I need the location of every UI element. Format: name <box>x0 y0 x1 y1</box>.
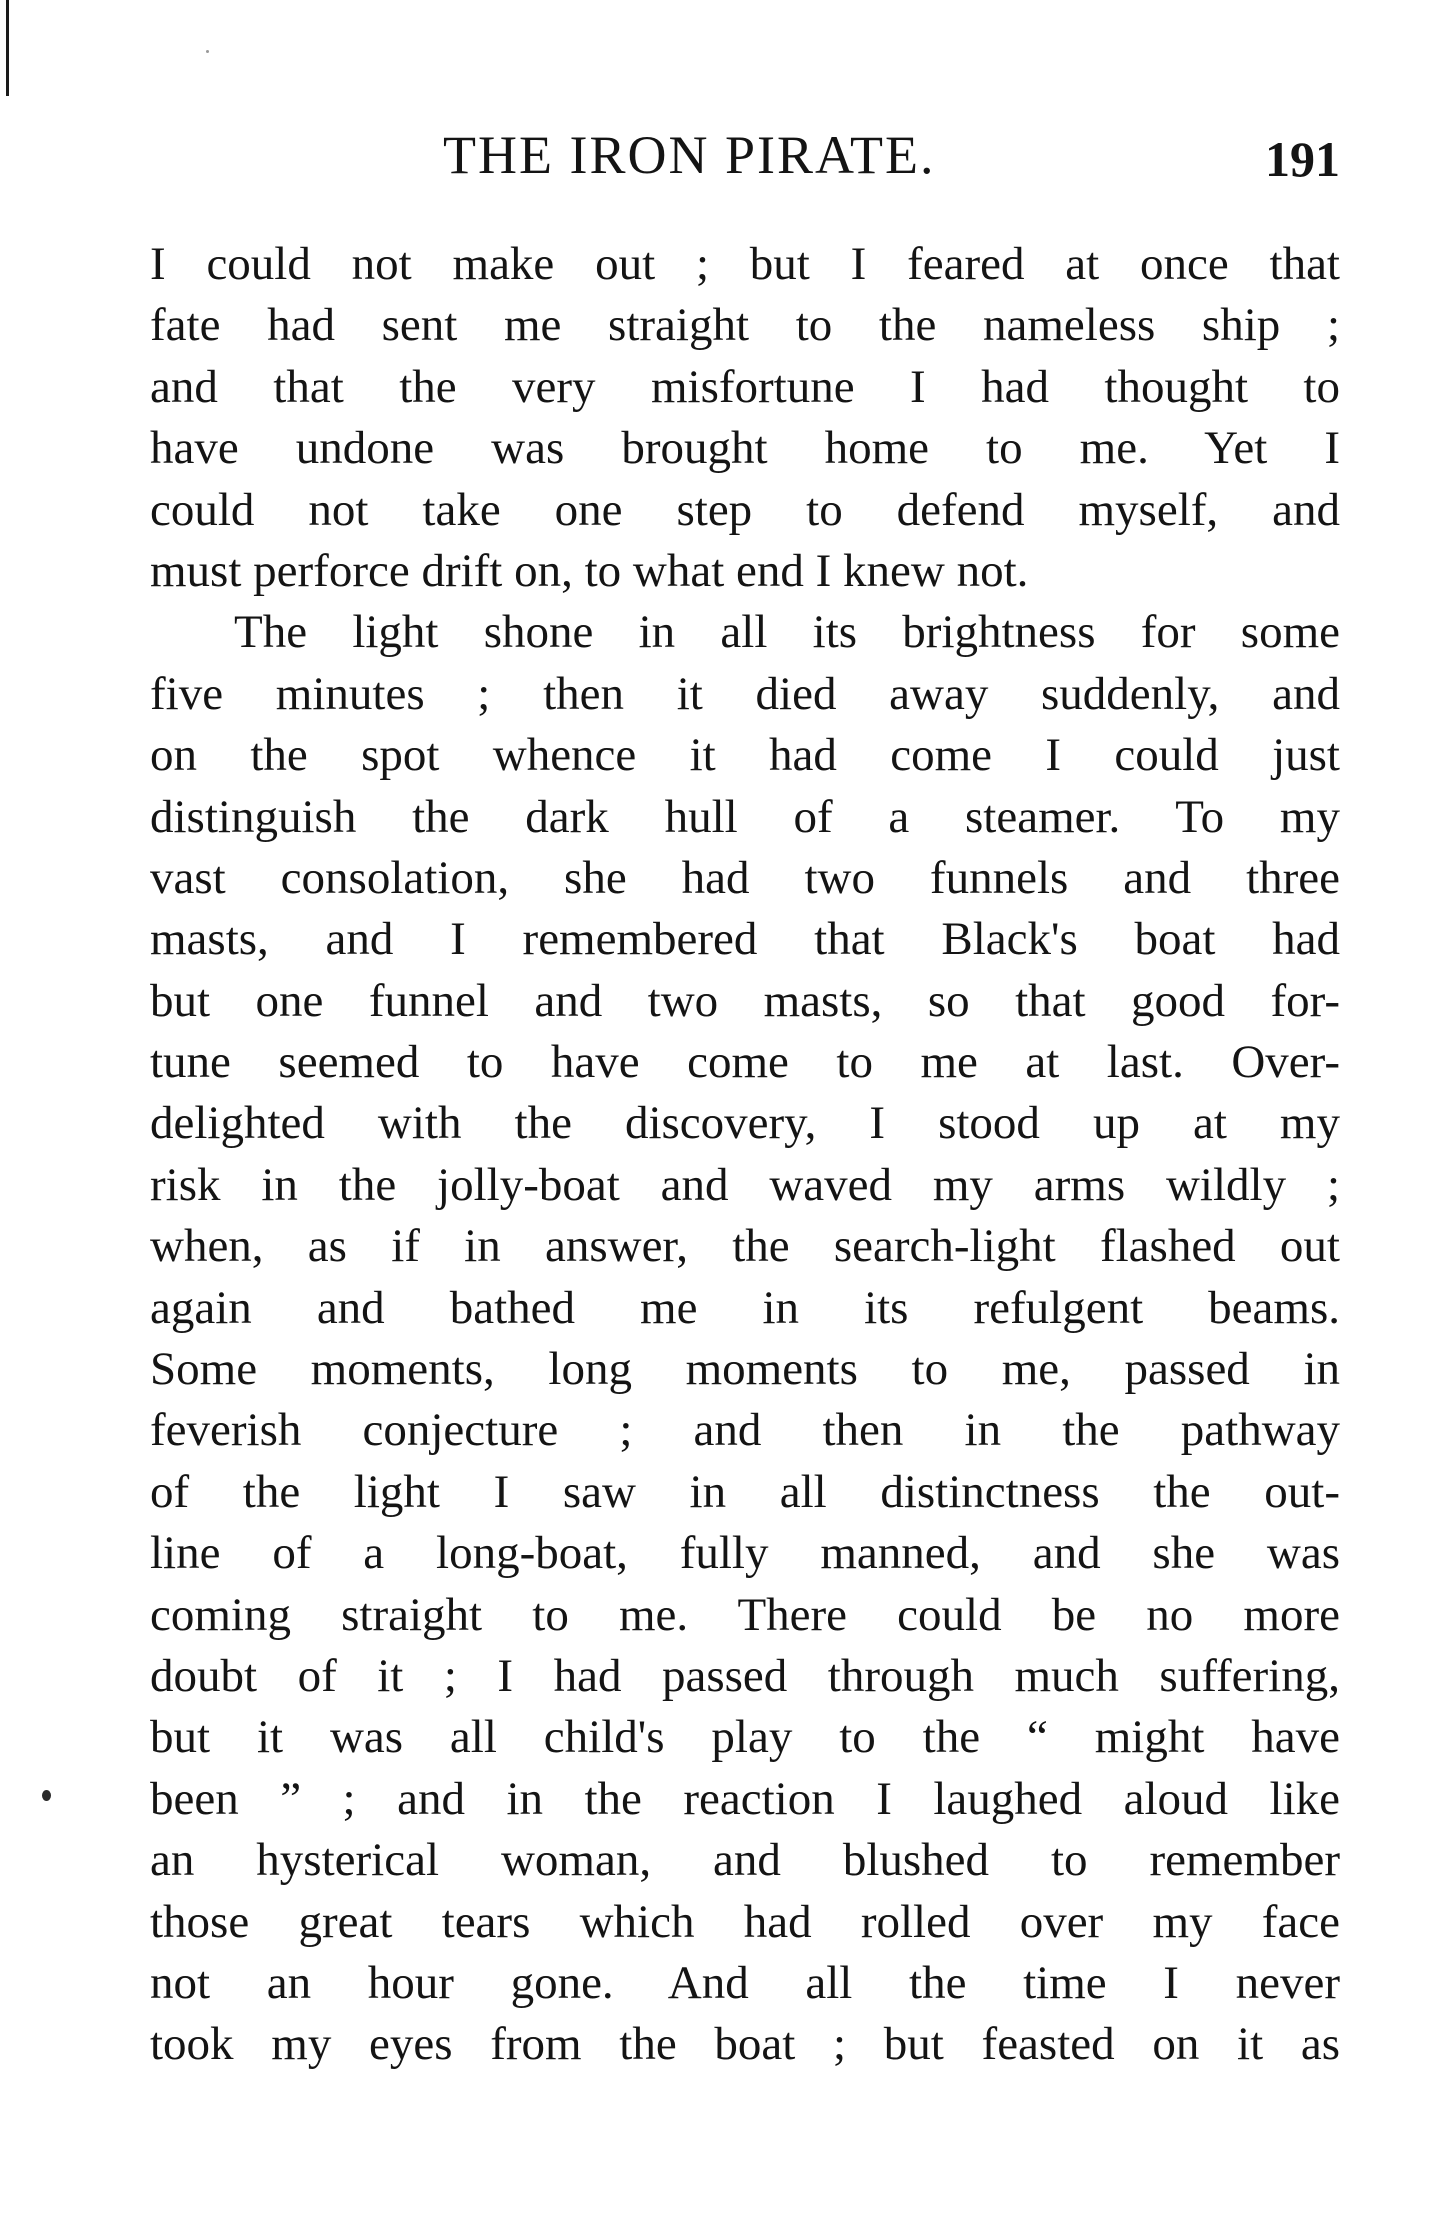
text-line: have undone was brought home to me. Yet I <box>150 422 1340 475</box>
text-line: and that the very misfortune I had thought to <box>150 360 1340 413</box>
running-title: THE IRON PIRATE. <box>443 125 936 185</box>
text-line: masts, and I remembered that Black's boat had <box>150 913 1340 966</box>
text-line: but one funnel and two masts, so that good for- <box>150 974 1340 1027</box>
paper-speck <box>206 50 209 53</box>
text-line: again and bathed me in its refulgent beams. <box>150 1281 1340 1334</box>
binding-edge-rule <box>6 0 9 96</box>
text-line: those great tears which had rolled over my face <box>150 1895 1340 1948</box>
text-line: when, as if in answer, the search-light flashed out <box>150 1220 1340 1273</box>
text-line: fate had sent me straight to the nameless ship ; <box>150 299 1340 352</box>
text-line: doubt of it ; I had passed through much suffering, <box>150 1649 1340 1702</box>
margin-ink-dot <box>42 1790 51 1801</box>
text-line: risk in the jolly-boat and waved my arms wildly ; <box>150 1158 1340 1211</box>
text-line: distinguish the dark hull of a steamer. To my <box>150 790 1340 843</box>
text-line: but it was all child's play to the “ might have <box>150 1711 1340 1764</box>
text-line: The light shone in all its brightness for some <box>234 606 1340 659</box>
text-line: coming straight to me. There could be no more <box>150 1588 1340 1641</box>
body-text <box>150 234 1340 2076</box>
text-line: not an hour gone. And all the time I never <box>150 1956 1340 2009</box>
page-header <box>150 122 1340 188</box>
text-line: took my eyes from the boat ; but feasted on it as <box>150 2018 1340 2071</box>
text-line: on the spot whence it had come I could just <box>150 729 1340 782</box>
text-line: tune seemed to have come to me at last. Over- <box>150 1036 1340 1089</box>
text-line: feverish conjecture ; and then in the pathway <box>150 1404 1340 1457</box>
text-line: Some moments, long moments to me, passed in <box>150 1343 1340 1396</box>
text-line: been ” ; and in the reaction I laughed aloud like <box>150 1772 1340 1825</box>
page-number: 191 <box>1265 131 1340 187</box>
text-line: must perforce drift on, to what end I knew not. <box>150 544 1029 597</box>
text-line: could not take one step to defend myself, and <box>150 483 1340 536</box>
text-line: delighted with the discovery, I stood up at my <box>150 1097 1340 1150</box>
text-line: an hysterical woman, and blushed to remember <box>150 1834 1340 1887</box>
text-line: I could not make out ; but I feared at once that <box>150 238 1340 290</box>
text-line: vast consolation, she had two funnels and three <box>150 851 1340 904</box>
text-line: of the light I saw in all distinctness the out- <box>150 1465 1340 1518</box>
text-line: line of a long-boat, fully manned, and she was <box>150 1527 1340 1580</box>
text-line: five minutes ; then it died away suddenly, and <box>150 667 1340 720</box>
